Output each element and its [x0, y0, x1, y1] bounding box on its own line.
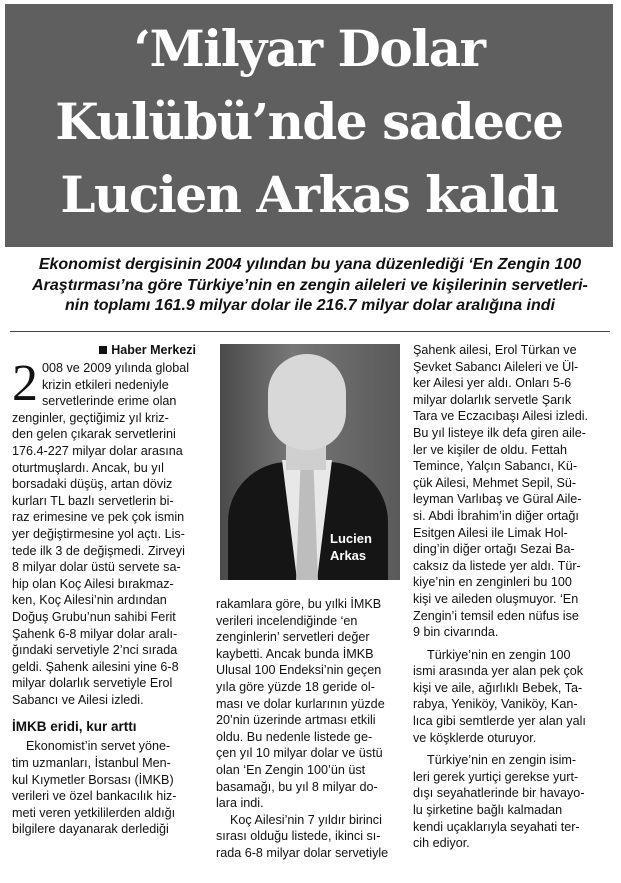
- square-bullet-icon: [99, 346, 107, 354]
- text-line: geldi. Şahenk ailesini yine 6-8: [12, 659, 179, 674]
- byline: Haber Merkezi: [12, 342, 200, 360]
- headline-line: Kulübü’nde sadece: [55, 92, 563, 151]
- text-line: çen yıl 10 milyar dolar ve üstü: [216, 746, 383, 761]
- text-line: verileri incelendiğinde ‘en: [216, 613, 358, 628]
- text-line: ve köşklerde oturuyor.: [413, 730, 537, 745]
- deck-line: Araştırması’na göre Türkiye’nin en zengin aileleri ve kişilerinin servetleri-: [32, 276, 588, 294]
- text-line: 008 ve 2009 yılında global: [42, 361, 190, 375]
- text-line: zenginler, geçtiğimiz yıl kriz-: [12, 410, 169, 425]
- text-line: basamağı, bu yıl 8 milyar do-: [216, 779, 378, 794]
- text-line: çük Ailesi, Mehmet Sepil, Sü-: [413, 475, 577, 490]
- text-line: yer değiştirmesine yol açtı. Lis-: [12, 526, 185, 541]
- text-line: Şevket Sabancı Aileleri ve Ül-: [413, 359, 579, 374]
- text-line: krizin etkileri nedeniyle: [42, 377, 169, 392]
- text-line: dışı seyahatlerinde bir havayo-: [413, 786, 585, 801]
- text-line: ğındaki servetiyle 2’nci sırada: [12, 643, 178, 658]
- text-line: Esitgen Ailesi ile Limak Hol-: [413, 525, 568, 540]
- text-line: borsadaki düşüş, artan döviz: [12, 477, 173, 492]
- text-line: bilgilere dayanarak derlediği: [12, 822, 169, 837]
- text-line: Şahenk 6-8 milyar dolar aralı-: [12, 626, 178, 641]
- text-line: oldu. Bu nedenle listede ge-: [216, 729, 373, 744]
- text-line: milyar dolarlık servetle Şarık: [413, 392, 572, 407]
- text-line: ding’in diğer ortağı Sezai Ba-: [413, 542, 575, 557]
- text-line: lara indi.: [216, 796, 264, 811]
- text-line: tim uzmanları, İstanbul Men-: [12, 756, 171, 771]
- text-line: Tara ve Eczacıbaşı Ailesi izledi.: [413, 409, 588, 424]
- text-line: ması ve dolar kurlarının yüzde: [216, 696, 385, 711]
- text-line: olan ‘En Zengin 100’ün üst: [216, 762, 366, 777]
- text-line: Doğuş Grubu’nun sahibi Ferit: [12, 609, 176, 624]
- text-line: den gelen çıkarak servetlerini: [12, 427, 176, 442]
- photo-head: [268, 354, 346, 450]
- text-line: leri gerek yurtiçi gerekse yurt-: [413, 769, 579, 784]
- divider: [10, 331, 610, 332]
- headline-line: Lucien Arkas kaldı: [60, 165, 558, 224]
- photo-caption: Lucien Arkas: [330, 531, 372, 563]
- text-line: kendi uçaklarıyla seyahati ter-: [413, 819, 580, 834]
- text-line: oturtmuşlardı. Ancak, bu yıl: [12, 460, 164, 475]
- text-line: meti veren yetkililerden aldığı: [12, 805, 176, 820]
- headline: [5, 12, 613, 231]
- text-line: ker Ailesi yer aldı. Onları 5-6: [413, 376, 572, 391]
- text-line: Türkiye’nin en zengin isim-: [427, 753, 577, 768]
- text-line: Ekonomist’in servet yöne-: [26, 739, 171, 754]
- headline-line: ‘Milyar Dolar: [133, 19, 485, 78]
- text-line: ler ve kişiler de oldu. Fettah: [413, 442, 567, 457]
- text-line: kul Kıymetler Borsası (İMKB): [12, 772, 174, 787]
- text-line: kiye’nin en zenginleri bu 100: [413, 575, 572, 590]
- text-line: Temince, Yalçın Sabancı, Kü-: [413, 459, 578, 474]
- text-line: si. Abdi İbrahim’in diğer ortağı: [413, 508, 579, 523]
- text-line: servetlerinde erime olan: [42, 394, 177, 409]
- text-line: Şahenk ailesi, Erol Türkan ve: [413, 343, 577, 357]
- text-line: ken, Koç Ailesi’nin ardından: [12, 593, 167, 608]
- text-line: Koç Ailesi’nin 7 yıldır birinci: [230, 812, 382, 827]
- text-line: kurları TL bazlı servetlerin bi-: [12, 493, 174, 508]
- dropcap: 2: [12, 355, 38, 412]
- text-line: yıla göre yüzde 18 geride ol-: [216, 679, 375, 694]
- text-line: tede ilk 3 de değişmedi. Zirveyi: [12, 543, 185, 558]
- text-line: rakamlara göre, bu yılki İMKB: [216, 597, 382, 611]
- column-3: [413, 342, 609, 852]
- text-line: Sabancı ve Ailesi izledi.: [12, 692, 144, 707]
- text-line: 8 milyar dolar üstü servete sa-: [12, 560, 181, 575]
- text-line: milyar dolarlık servetiyle Erol: [12, 676, 173, 691]
- text-line: Zengin’i temsil eden nüfus ise: [413, 608, 579, 623]
- text-line: rabya, Yeniköy, Vaniköy, Kan-: [413, 697, 578, 712]
- column-2: [216, 596, 406, 862]
- text-line: kişi ve aile, ağırlıklı Bebek, Ta-: [413, 680, 583, 695]
- text-line: rada 6-8 milyar dolar servetiyle: [216, 845, 389, 860]
- text-line: cih ediyor.: [413, 836, 470, 851]
- text-line: zenginlerin’ servetleri değer: [216, 630, 370, 645]
- portrait-photo: [220, 344, 400, 580]
- deck-line: nin toplamı 161.9 milyar dolar ile 216.7 milyar dolar aralığına indi: [65, 297, 555, 314]
- column-1: [12, 342, 200, 838]
- text-line: 9 bin civarında.: [413, 625, 499, 640]
- text-line: lu şirketine bağlı kalmadan: [413, 803, 563, 818]
- text-line: raz erimesine ve pek çok ismin: [12, 510, 185, 525]
- text-line: verileri ve özel bankacılık hiz-: [12, 789, 177, 804]
- text-line: leyman Varlıbaş ve Güral Aile-: [413, 492, 582, 507]
- deck-line: Ekonomist dergisinin 2004 yılından bu yana düzenlediği ‘En Zengin 100: [38, 256, 582, 273]
- text-line: lıca gibi semtlerde yer alan yalı: [413, 714, 586, 729]
- deck: [12, 255, 608, 317]
- text-line: 20’nin üzerinde artması etkili: [216, 713, 376, 728]
- text-line: Ulusal 100 Endeksi’nin geçen: [216, 663, 382, 678]
- text-line: ismi arasında yer alan pek çok: [413, 664, 584, 679]
- text-line: hip olan Koç Ailesi bırakmaz-: [12, 576, 174, 591]
- headline-band: [5, 4, 613, 247]
- text-line: Türkiye’nin en zengin 100: [427, 647, 571, 662]
- text-line: sırası olduğu listede, ikinci sı-: [216, 829, 381, 844]
- text-line: kişi ve aileden oluşmuyor. ‘En: [413, 591, 579, 606]
- text-line: Bu yıl listeye ilk defa giren aile-: [413, 425, 586, 440]
- text-line: kaybetti. Ancak bunda İMKB: [216, 646, 374, 661]
- text-line: caksız da listede yer aldı. Tür-: [413, 558, 581, 573]
- subheading: İMKB eridi, kur arttı: [12, 719, 137, 735]
- text-line: 176.4-227 milyar dolar arasına: [12, 443, 183, 458]
